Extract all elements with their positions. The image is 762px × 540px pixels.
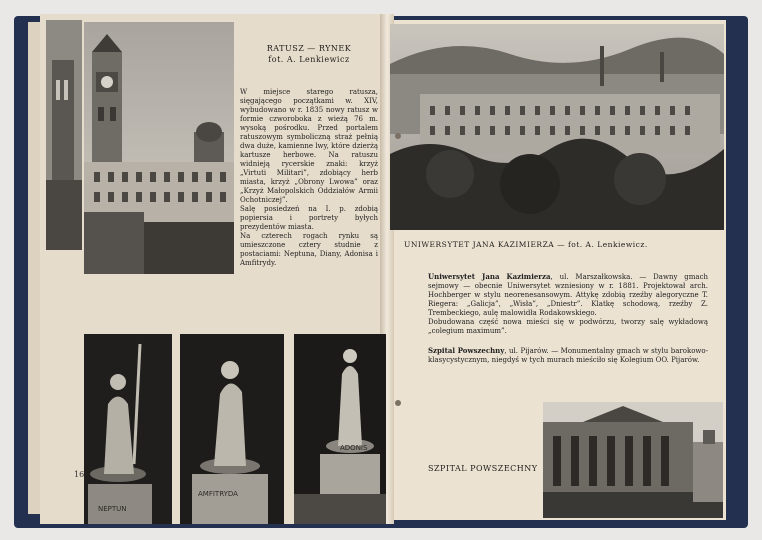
binding-hole-top <box>395 133 401 139</box>
town-hall-heading: RATUSZ — RYNEK <box>266 44 352 53</box>
hospital-entry-text: , ul. Pijarów. — Monumentalny gmach w stylu barokowo-klasycystycznym, niegdyś w tych murach mieściło się Kolegium OO. Pijarów. <box>428 347 708 364</box>
university-entry-text: , ul. Marszałkowska. — Dawny gmach sejmowy — obecnie Uniwersytet wzniesiony w r. 1881. Projektował arch. Hochberger w stylu neorenesansowym. Attykę zdobią rzeźby alegoryczne T. Riegera: „Galicja”, „Wisła”, „Dniestr”. Klatkę schodową, rzeźby Z. Trembeckiego, aulę malowidła Rodakowskiego. <box>428 273 708 317</box>
hospital-caption: SZPITAL POWSZECHNY <box>428 464 538 473</box>
university-entry <box>428 272 708 318</box>
town-hall-description: W miejsce starego ratusza, sięgającego początkami w. XIV, wybudowano w r. 1835 nowy ratusz w formie czworoboka z wieżą 76 m. wysoką pośrodku. Przed portalem ratuszowym symboliczną straż pełnią dwa duże, kamienne lwy, które dzierżą kartusze herbowe. Na ratuszu widnieją rycerskie znaki: krzyż „Virtuti Militari”, zdobiący herb miasta, krzyż „Obrony Lwowa” oraz „Krzyż Małopolskich Oddziałów Armii Ochotniczej”. Salę posiedzeń na I. p. zdobią popiersia i portrety byłych prezydentów miasta. Na czterech rogach rynku są umieszczone cztery studnie z postaciami: Neptuna, Diany, Adonisa i Amfitrydy. <box>240 88 378 267</box>
neptune-label: NEPTUN <box>98 505 127 513</box>
adonis-label: ADONIS <box>340 444 368 452</box>
university-entry-extension: Dobudowana część nowa mieści się w podwórzu, tworzy salę wykładową „colegium maximum”. <box>428 318 708 335</box>
hospital-entry <box>428 346 708 365</box>
page-number: 16 <box>74 470 85 479</box>
binding-hole-bottom <box>395 400 401 406</box>
town-hall-photo <box>84 22 234 274</box>
university-caption: UNIWERSYTET JANA KAZIMIERZA — fot. A. Lenkiewicz. <box>404 240 648 249</box>
neptune-statue-photo <box>84 334 172 524</box>
hospital-photo <box>543 402 723 518</box>
university-photo <box>390 24 724 230</box>
prev-page-photo-strip <box>46 20 82 250</box>
amphitrite-label: AMFITRYDA <box>198 490 238 498</box>
town-hall-photo-credit: fot. A. Lenkiewicz <box>268 55 350 64</box>
hospital-entry-title: Szpital Powszechny <box>428 346 505 355</box>
adonis-statue-photo <box>294 334 386 524</box>
university-entry-title: Uniwersytet Jana Kazimierza <box>428 272 551 281</box>
